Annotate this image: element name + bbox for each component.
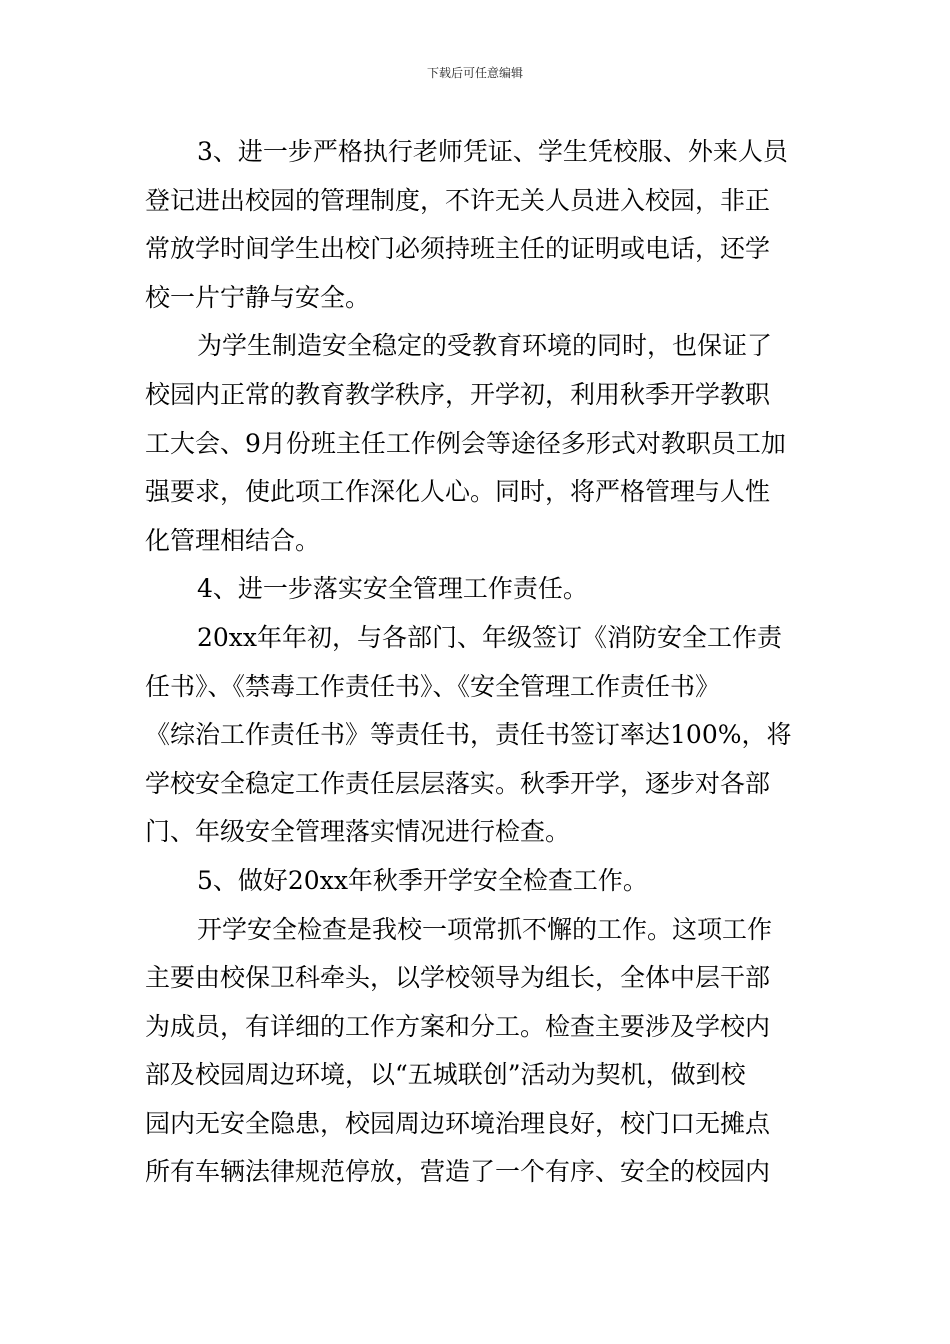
text-line: 化管理相结合。	[145, 525, 321, 555]
text-line: 常放学时间学生出校门必须持班主任的证明或电话，还学	[145, 234, 771, 264]
text-line: 登记进出校园的管理制度，不许无关人员进入校园，非正	[145, 185, 771, 215]
text-line: 园内无安全隐患，校园周边环境治理良好，校门口无摊点	[145, 1108, 771, 1138]
text-line: 为成员，有详细的工作方案和分工。检查主要涉及学校内	[145, 1011, 771, 1041]
text-line: 校园内正常的教育教学秩序，开学初，利用秋季开学教职	[145, 379, 771, 409]
page-header: 下载后可任意编辑	[426, 66, 523, 80]
section-heading: 4、进一步落实安全管理工作责任。	[197, 574, 588, 604]
section-heading: 5、做好20xx年秋季开学安全检查工作。	[197, 865, 648, 895]
text-line: 20xx年年初，与各部门、年级签订《消防安全工作责	[197, 622, 783, 652]
text-line: 所有车辆法律规范停放，营造了一个有序、安全的校园内	[145, 1157, 771, 1187]
text-line: 3、进一步严格执行老师凭证、学生凭校服、外来人员	[197, 137, 788, 166]
text-line: 开学安全检查是我校一项常抓不懈的工作。这项工作	[197, 914, 773, 944]
text-line: 门、年级安全管理落实情况进行检查。	[145, 817, 571, 847]
text-line: 部及校园周边环境，以“五城联创”活动为契机，做到校	[145, 1060, 746, 1090]
text-line: 校一片宁静与安全。	[145, 282, 371, 312]
text-line: 为学生制造安全稳定的受教育环境的同时，也保证了	[197, 331, 773, 361]
text-line: 《综治工作责任书》等责任书，责任书签订率达100%，将	[145, 720, 792, 750]
text-line: 强要求，使此项工作深化人心。同时，将严格管理与人性	[145, 477, 771, 507]
document-body	[145, 128, 809, 1197]
text-line: 工大会、9月份班主任工作例会等途径多形式对教职员工加	[145, 428, 786, 458]
text-line: 学校安全稳定工作责任层层落实。秋季开学，逐步对各部	[145, 768, 771, 798]
text-line: 主要由校保卫科牵头，以学校领导为组长，全体中层干部	[145, 963, 771, 993]
text-line: 任书》、《禁毒工作责任书》、《安全管理工作责任书》	[145, 671, 721, 701]
